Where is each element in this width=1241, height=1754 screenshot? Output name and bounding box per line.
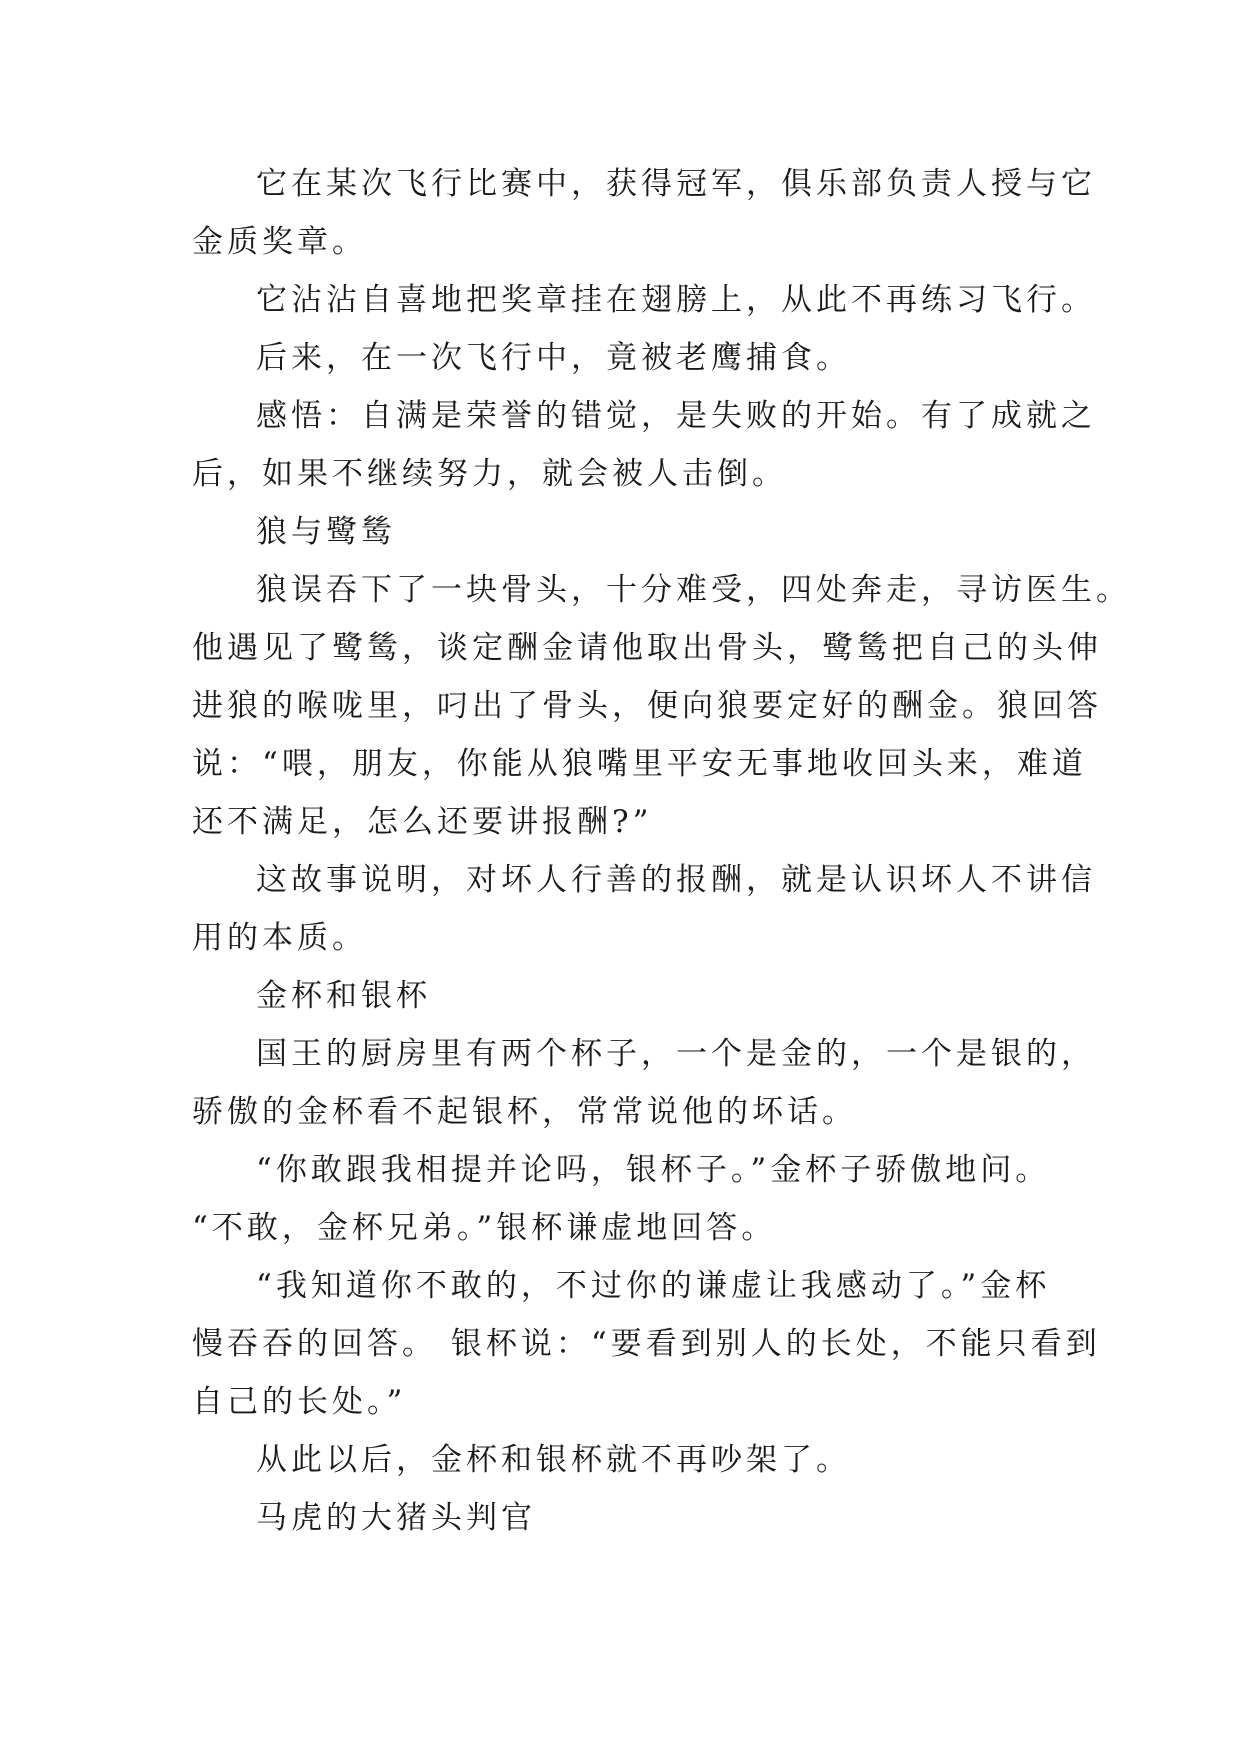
paragraph-line: 后来，在一次飞行中，竟被老鹰捕食。 xyxy=(256,340,851,376)
paragraph-line: 还不满足，怎么还要讲报酬?” xyxy=(192,804,653,840)
paragraph-line: 国王的厨房里有两个杯子，一个是金的，一个是银的， xyxy=(256,1036,1096,1072)
paragraph-line: 自己的长处。” xyxy=(192,1384,407,1420)
paragraph-line: 感悟：自满是荣誉的错觉，是失败的开始。有了成就之 xyxy=(256,398,1096,434)
paragraph-line: 金质奖章。 xyxy=(192,224,367,260)
paragraph-line: 骄傲的金杯看不起银杯，常常说他的坏话。 xyxy=(192,1094,857,1130)
story-title: 金杯和银杯 xyxy=(256,978,431,1014)
paragraph-line: 它在某次飞行比赛中，获得冠军，俱乐部负责人授与它 xyxy=(256,166,1096,202)
paragraph-line: 慢吞吞的回答。 银杯说：“要看到别人的长处，不能只看到 xyxy=(192,1326,1101,1362)
paragraph-line: 从此以后，金杯和银杯就不再吵架了。 xyxy=(256,1442,851,1478)
paragraph-line: 它沾沾自喜地把奖章挂在翅膀上，从此不再练习飞行。 xyxy=(256,282,1096,318)
paragraph-line: “不敢，金杯兄弟。”银杯谦虚地回答。 xyxy=(192,1210,777,1246)
paragraph-line: 后，如果不继续努力，就会被人击倒。 xyxy=(192,456,787,492)
story-title: 狼与鹭鸶 xyxy=(256,514,396,550)
paragraph-line: “我知道你不敢的，不过你的谦虚让我感动了。”金杯 xyxy=(256,1268,1051,1304)
paragraph-line: 狼误吞下了一块骨头，十分难受，四处奔走，寻访医生。 xyxy=(256,572,1131,608)
paragraph-line: 说：“喂，朋友，你能从狼嘴里平安无事地收回头来，难道 xyxy=(192,746,1087,782)
paragraph-line: 用的本质。 xyxy=(192,920,367,956)
story-title: 马虎的大猪头判官 xyxy=(256,1500,536,1536)
paragraph-line: 他遇见了鹭鸶，谈定酬金请他取出骨头，鹭鸶把自己的头伸 xyxy=(192,630,1102,666)
paragraph-line: 进狼的喉咙里，叼出了骨头，便向狼要定好的酬金。狼回答 xyxy=(192,688,1102,724)
paragraph-line: “你敢跟我相提并论吗，银杯子。”金杯子骄傲地问。 xyxy=(256,1152,1051,1188)
paragraph-line: 这故事说明，对坏人行善的报酬，就是认识坏人不讲信 xyxy=(256,862,1096,898)
